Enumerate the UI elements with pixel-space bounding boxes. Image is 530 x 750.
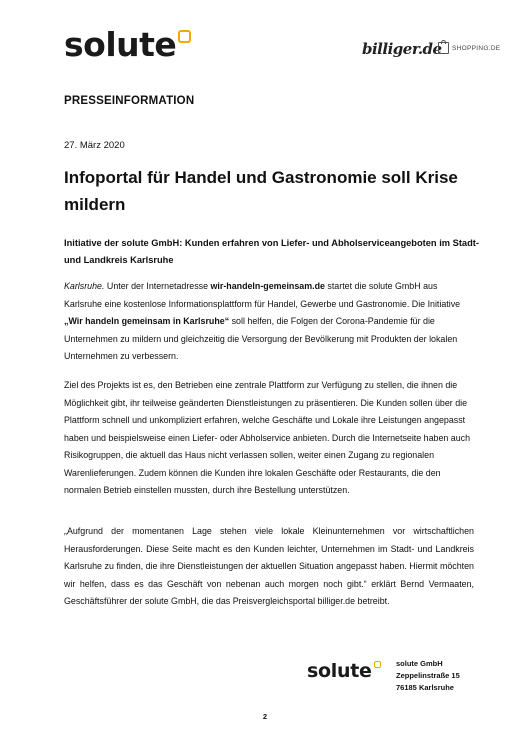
footer-solute-logo [307,660,381,682]
billiger-logo: billiger.de [362,40,442,58]
intro-text-3: soll helfen, die Folgen der Corona-Pandemie für die Unternehmen zu mildern und gleichzeitig die Versorgung der Bevölkerung mit Produkten der lokalen Unternehmen zu verbessern. [64,316,458,361]
solute-logo-text: solute [64,25,177,64]
solute-logo-mark-icon [178,30,191,43]
headline: Infoportal für Handel und Gastronomie soll Krise mildern [64,168,458,214]
initiative-name: „Wir handeln gemeinsam in Karlsruhe“ [64,316,230,326]
paragraph-goal: Ziel des Projekts ist es, den Betrieben eine zentrale Plattform zur Verfügung zu stellen, die ihnen die Möglichkeit gibt, ihr teilweise geänderten Dienstleistungen zu präsentieren. Die Kunden sollen über die Plattform schnell und unkompliziert erfahren, welche Geschäfte und Lokale ihre Leistungen angepasst haben und beispielsweise einen Liefer- oder Abholservice anbieten. Durch die Internetseite haben auch Risikogruppen, die aktuell das Haus nicht verlassen sollen, weiter einen Zugang zu regionalen Warenlieferungen. Zudem können die Kunden ihre lokalen Geschäfte oder Restaurants, die den normalen Betrieb einstellen mussten, durch ihre Bestellung unterstützen. [64,380,471,495]
shopping-logo [438,42,500,54]
footer-logo-text: solute [307,660,372,682]
solute-logo [64,25,191,64]
paragraph-intro [64,278,474,366]
subheadline: Initiative der solute GmbH: Kunden erfahren von Liefer- und Abholserviceangeboten im Stadt- und Landkreis Karlsruhe [64,238,479,265]
footer-company: solute GmbH [396,659,443,668]
footer-city: 76185 Karlsruhe [396,683,454,692]
intro-text-2: startet die solute GmbH aus Karlsruhe eine kostenlose Informationsplattform für Handel, Gewerbe und Gastronomie. Die Initiative [64,281,461,309]
footer-logo-mark-icon [374,661,381,668]
shopping-logo-text: SHOPPING.DE [452,44,501,52]
paragraph-quote: „Aufgrund der momentanen Lage stehen viele lokale Kleinunternehmen vor wirtschaftlichen Herausforderungen. Diese Seite macht es den Kunden leichter, Unternehmen im Stadt- und Landkreis Karlsruhe zu finden, die ihre Dienstleistungen der aktuellen Situation angepasst haben. Hiermit möchten wir helfen, dass es das Geschäft von nebenan auch morgen noch gibt.“ erklärt Bernd Vermaaten, Geschäftsführer der solute GmbH, die das Preisvergleichsportal billiger.de betreibt. [64,526,474,606]
page-number: 2 [262,712,268,721]
shopping-bag-icon [438,42,449,54]
dateline-city: Karlsruhe. [64,281,105,291]
release-date: 27. März 2020 [64,140,125,151]
website-url: wir-handeln-gemeinsam.de [210,281,325,291]
footer-address [396,658,460,694]
intro-text-1: Unter der Internetadresse [104,281,211,291]
footer-street: Zeppelinstraße 15 [396,671,460,680]
press-label: PRESSEINFORMATION [64,95,195,107]
